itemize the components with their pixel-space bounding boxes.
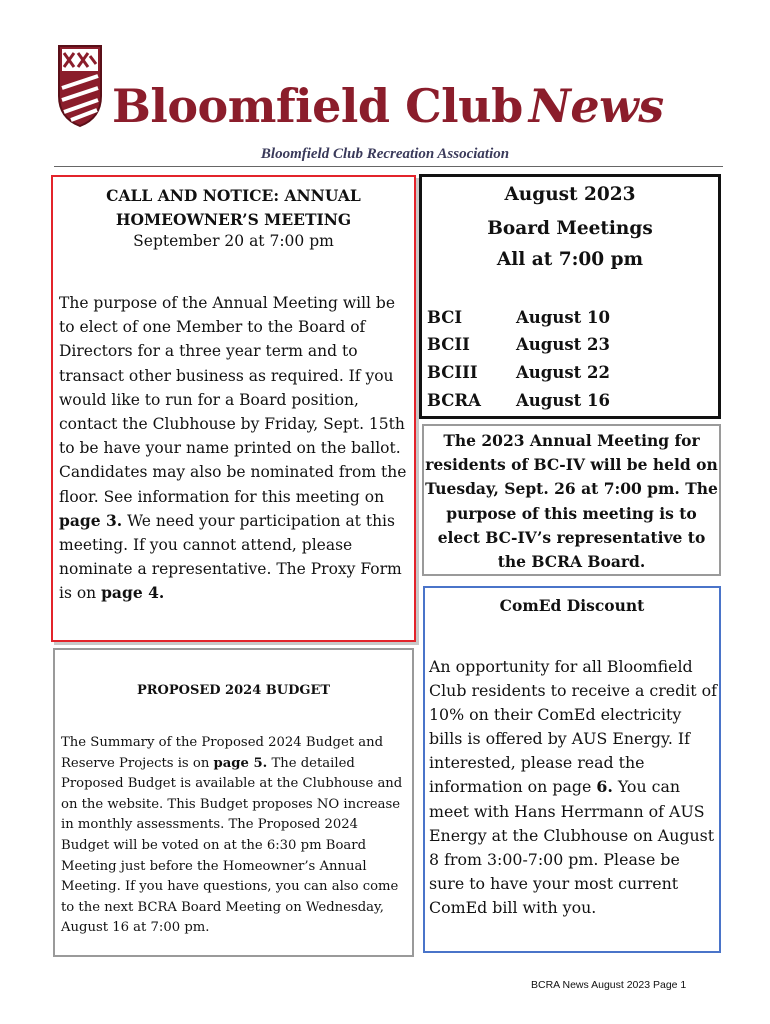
annual-body-text-2: We need your participation at this meeting. If you cannot attend, please nominate a representative. The Proxy Form is on bbox=[59, 511, 402, 603]
board-name: BCRA bbox=[427, 391, 481, 410]
budget-page-ref-5: page 5. bbox=[213, 755, 268, 771]
bciv-annual-meeting-box bbox=[422, 424, 721, 576]
board-meetings-box bbox=[419, 174, 721, 419]
board-meetings-heading-month: August 2023 bbox=[504, 184, 636, 205]
shield-crest-icon bbox=[57, 44, 103, 128]
annual-meeting-body bbox=[59, 291, 409, 606]
comed-title: ComEd Discount bbox=[499, 596, 645, 615]
bciv-notice-text: The 2023 Annual Meeting for residents of BC-IV will be held on Tuesday, Sept. 26 at 7:00 pm. The purpose of this meeting is to elect BC-IV’s representative to the BCRA Board. bbox=[425, 431, 718, 572]
comed-discount-box bbox=[423, 586, 721, 953]
budget-body-text-1: The Summary of the Proposed 2024 Budget and Reserve Projects is on bbox=[61, 735, 384, 771]
board-name: BCII bbox=[427, 335, 470, 354]
annual-meeting-box bbox=[51, 175, 416, 642]
page-footer: BCRA News August 2023 Page 1 bbox=[531, 979, 687, 991]
comed-body-text-1: An opportunity for all Bloomfield Club residents to receive a credit of 10% on their ComEd electricity bills is offered by AUS Energy. If interested, please read the information on page bbox=[429, 657, 718, 797]
masthead-title bbox=[112, 76, 664, 136]
board-meetings-heading-time: All at 7:00 pm bbox=[496, 249, 644, 270]
comed-body-text-2: You can meet with Hans Herrmann of AUS Energy at the Clubhouse on August 8 from 3:00-7:00 pm. Please be sure to have your most current ComEd bill with you. bbox=[429, 777, 715, 917]
board-date: August 23 bbox=[516, 335, 610, 354]
comed-body bbox=[429, 655, 717, 920]
masthead-subtitle: Bloomfield Club Recreation Association bbox=[260, 146, 510, 162]
annual-body-page-ref-3: page 3. bbox=[59, 510, 123, 530]
masthead bbox=[0, 0, 770, 170]
masthead-divider bbox=[54, 166, 723, 167]
board-meetings-heading-title: Board Meetings bbox=[487, 218, 653, 239]
board-date: August 16 bbox=[516, 391, 610, 410]
annual-body-text-1: The purpose of the Annual Meeting will be to elect of one Member to the Board of Directors for a three year term and to transact other business as required. If you would like to run for a Board position, contact the Clubhouse by Friday, Sept. 15th to be have your name printed on the ballot. Candidates may also be nominated from the floor. See information for this meeting on bbox=[59, 294, 407, 506]
annual-meeting-date: September 20 at 7:00 pm bbox=[133, 232, 334, 250]
annual-meeting-heading bbox=[53, 184, 414, 232]
board-date: August 10 bbox=[516, 308, 610, 327]
annual-heading-line2: HOMEOWNER’S MEETING bbox=[115, 210, 352, 229]
comed-page-ref-6: 6. bbox=[596, 777, 613, 797]
board-date: August 22 bbox=[516, 363, 610, 382]
masthead-title-main: Bloomfield Club bbox=[112, 79, 523, 133]
board-name: BCI bbox=[427, 308, 463, 327]
budget-title: PROPOSED 2024 BUDGET bbox=[136, 683, 331, 698]
annual-heading-line1: CALL AND NOTICE: ANNUAL bbox=[106, 186, 361, 205]
masthead-title-news: News bbox=[528, 79, 664, 133]
budget-body-text-2: The detailed Proposed Budget is available at the Clubhouse and on the website. This Budget proposes NO increase in monthly assessments. The Proposed 2024 Budget will be voted on at the 6:30 pm Board Meeting just before the Homeowner’s Annual Meeting. If you have questions, you can also come to the next BCRA Board Meeting on Wednesday, August 16 at 7:00 pm. bbox=[61, 755, 403, 936]
board-name: BCIII bbox=[427, 363, 478, 382]
proposed-budget-box bbox=[53, 648, 414, 957]
annual-body-page-ref-4: page 4. bbox=[101, 583, 165, 603]
budget-body bbox=[61, 733, 407, 939]
